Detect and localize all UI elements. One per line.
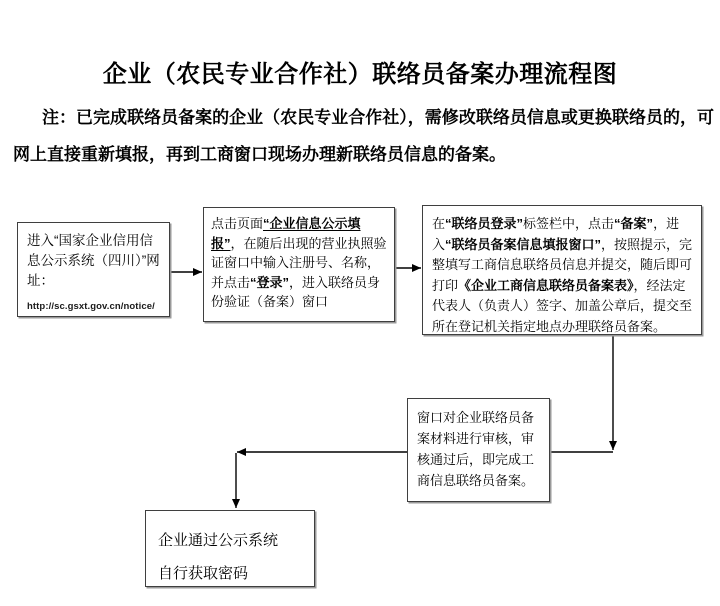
- box2-text-segment: ，进入联络员身份验证（备案）窗口: [211, 274, 381, 309]
- flow-step-get-password-line2: 自行获取密码: [158, 565, 249, 582]
- box3-text-segment: 在: [432, 216, 446, 231]
- note-paragraph: 注：已完成联络员备案的企业（农民专业合作社），需修改联络员信息或更换联络员的，可网上直接重新填报，再到工商窗口现场办理新联络员信息的备案。: [13, 108, 714, 164]
- box3-text-segment: 标签栏中，点击: [523, 216, 615, 231]
- flow-step-enter-portal: [17, 222, 170, 317]
- flow-step-liaison-filing: [422, 205, 702, 335]
- flow-step-enter-portal-text: 进入“国家企业信用信息公示系统（四川）”网址：: [27, 233, 160, 288]
- box3-text-segment: ，按照提示，完整填写工商信息联络员信息并提交，随后即可打印: [432, 236, 693, 293]
- flow-step-window-review-text: 窗口对企业联络员备案材料进行审核，审核通过后，即完成工商信息联络员备案。: [417, 410, 535, 488]
- portal-url-text: http://sc.gsxt.gov.cn/notice/: [27, 301, 155, 312]
- box3-text-segment: ，经法定代表人（负责人）签字、加盖公章后，提交至所在登记机关指定地点办理联络员备案。: [432, 277, 693, 334]
- box2-text-segment: ，在随后出现的营业执照验证窗口中输入注册号、名称，并点击: [211, 235, 387, 290]
- box2-text-segment-bold: “企业信息公示填报”: [211, 216, 361, 251]
- box3-text-segment-bold: “联络员登录”: [445, 216, 524, 231]
- flow-step-window-review: [407, 398, 550, 502]
- box2-text-segment: 点击页面: [211, 216, 264, 231]
- page-title: 企业（农民专业合作社）联络员备案办理流程图: [102, 61, 618, 88]
- box3-text-segment-bold: “备案”: [614, 216, 654, 231]
- flow-step-get-password-line1: 企业通过公示系统: [158, 532, 279, 549]
- flow-step-get-password: [145, 510, 315, 587]
- flow-step-click-fill-report: [203, 207, 395, 322]
- box3-text-segment-bold: 《企业工商信息联络员备案表》: [458, 277, 634, 293]
- box3-text-segment: ，进入: [432, 216, 680, 252]
- box3-text-segment-bold: “联络员备案信息填报窗口”: [445, 236, 602, 252]
- box2-text-segment-bold: “登录”: [250, 274, 290, 290]
